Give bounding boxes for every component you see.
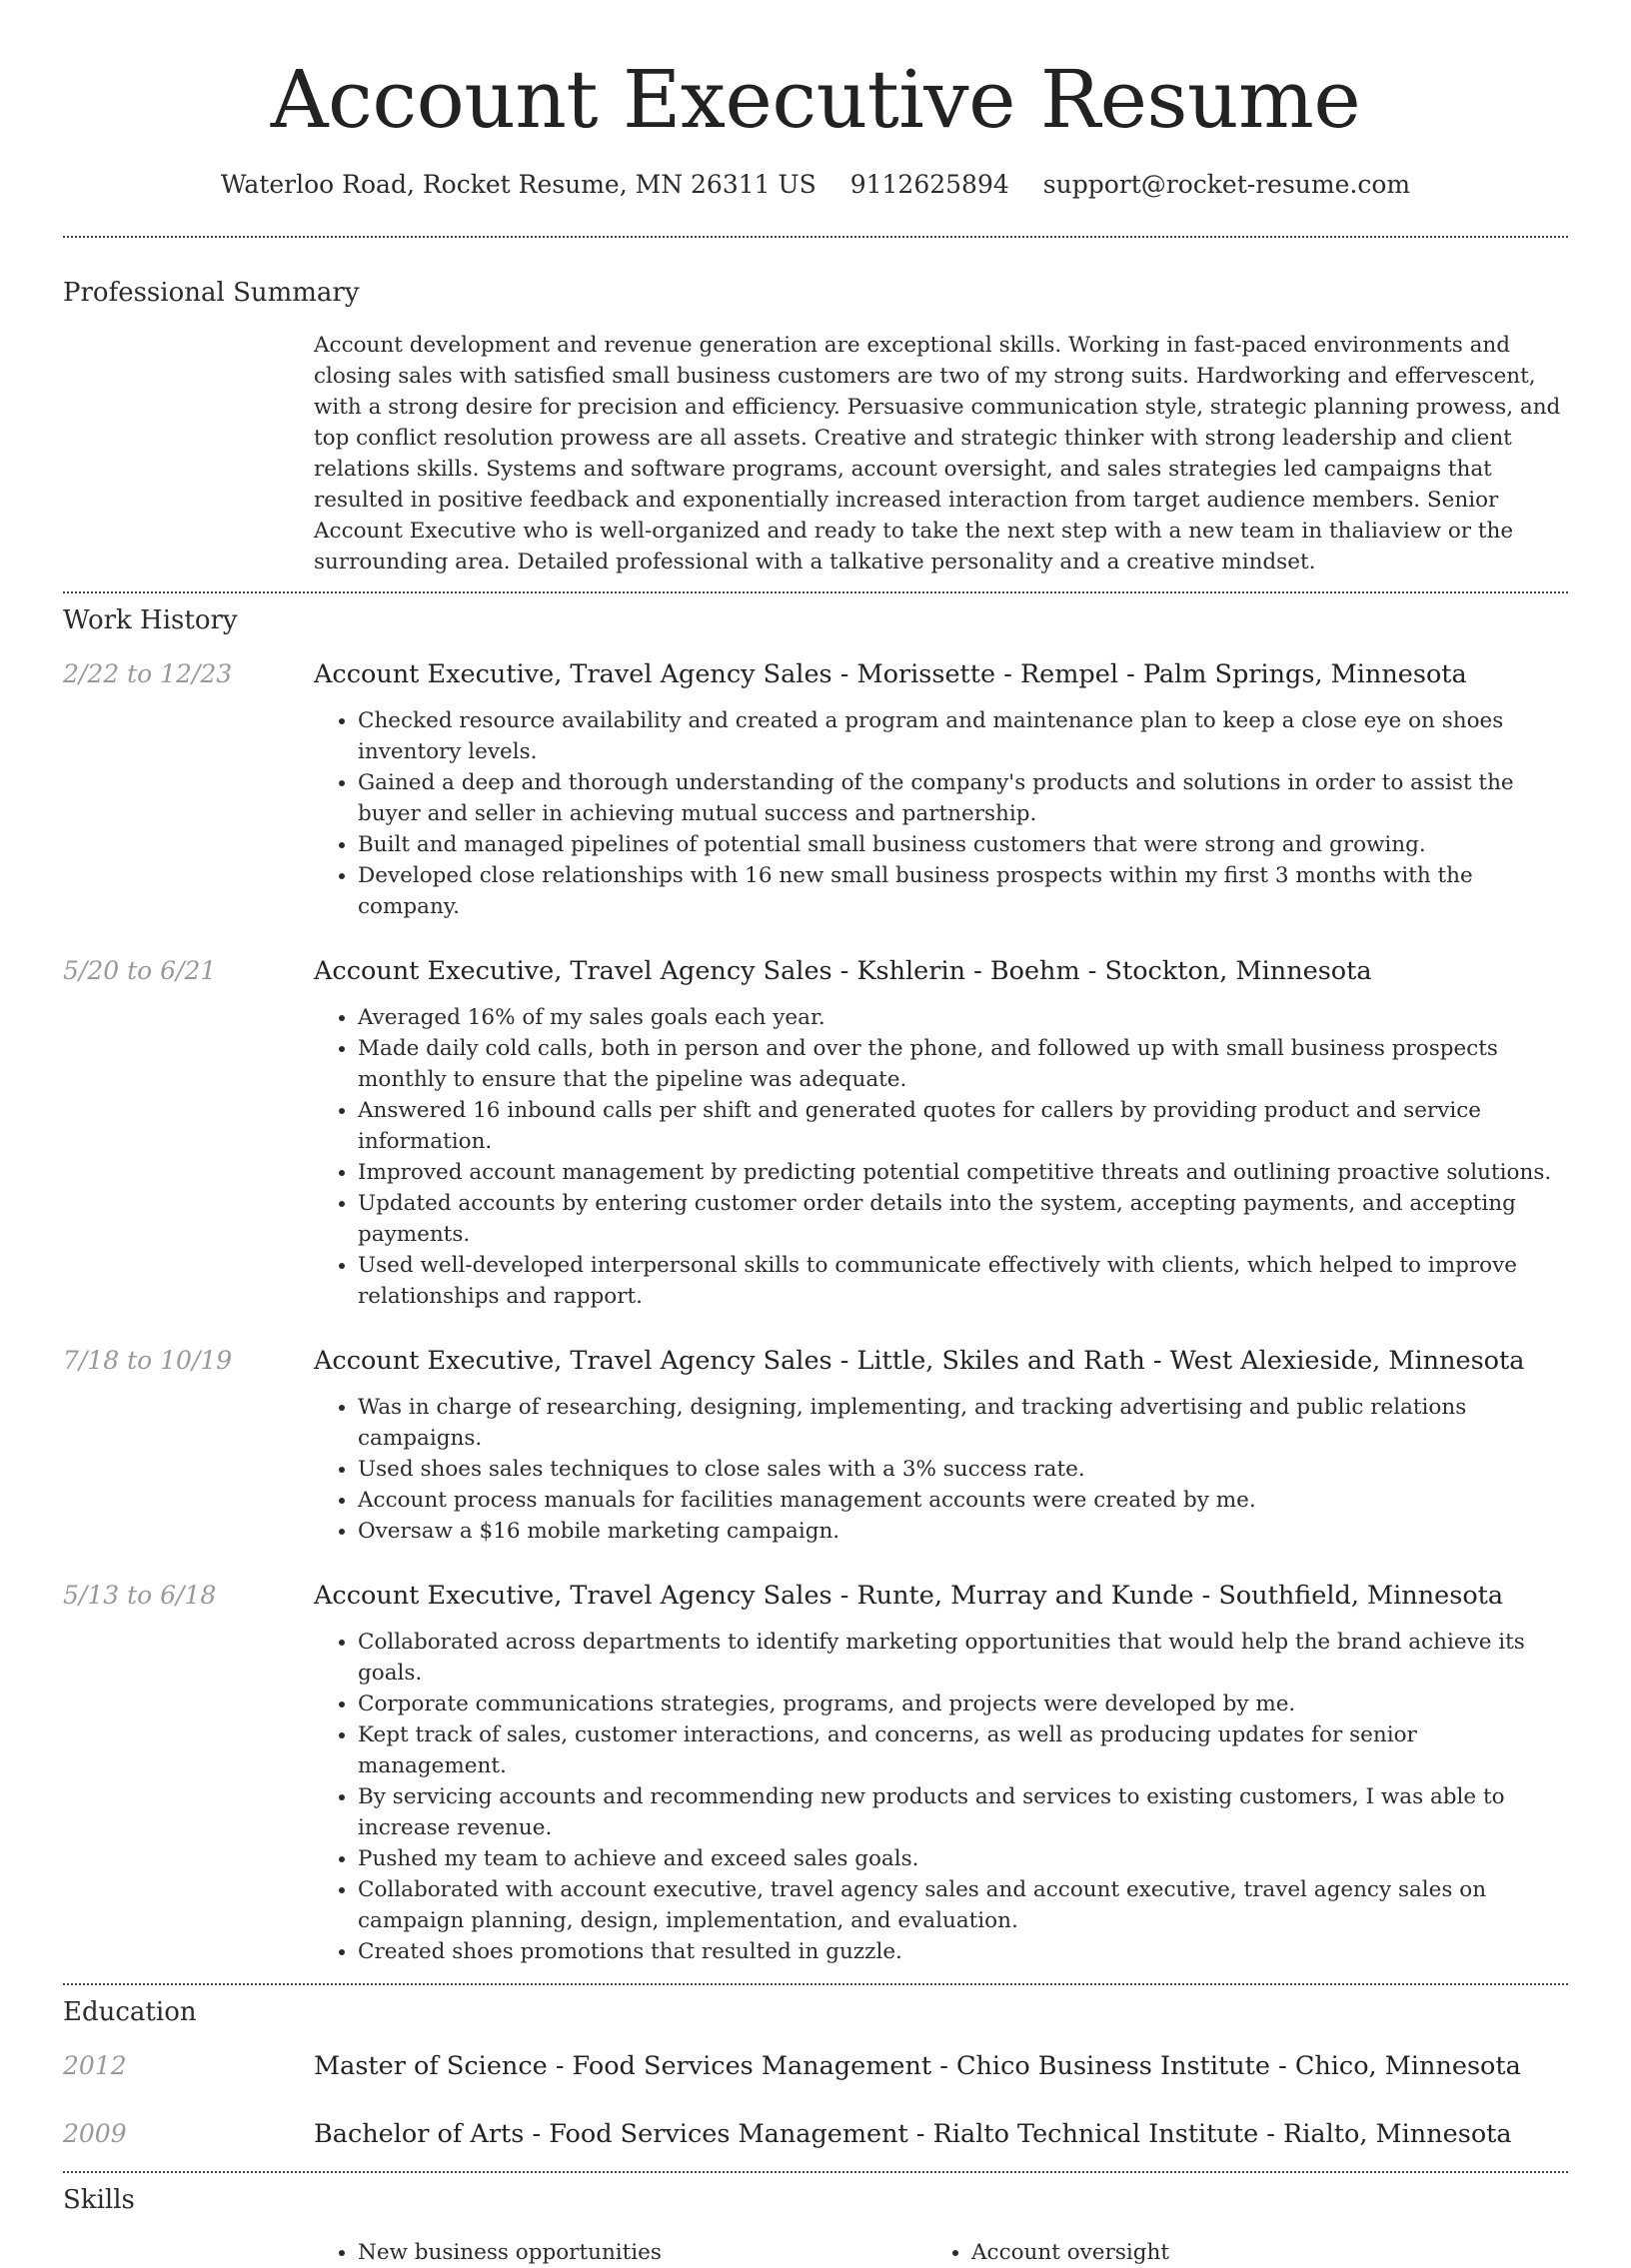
resume-title: Account Executive Resume [270,53,1361,146]
job-bullet: • Was in charge of researching, designing, implementing, and tracking advertising and public relations campaigns. [358,1392,1568,1454]
skills-heading: Skills [63,2185,135,2215]
job-bullet: • Collaborated across departments to identify marketing opportunities that would help the brand achieve its goals. [358,1627,1568,1689]
job-bullet: • Made daily cold calls, both in person and over the phone, and followed up with small business prospects monthly to ensure that the pipeline was adequate. [358,1033,1568,1095]
job-dates: 5/20 to 6/21 [63,956,217,985]
job-entry [63,1344,1568,1547]
job-bullets [314,1392,1568,1547]
education-entry [63,2117,1568,2151]
summary-text: Account development and revenue generation are exceptional skills. Working in fast-paced environments and closing sales with satisfied small business customers are two of my strong suits. Hardworking and effervescent, with a strong desire for precision and efficiency. Persuasive communication style, strategic planning prowess, and top conflict resolution prowess are all assets. Creative and strategic thinker with strong leadership and client relations skills. Systems and software programs, account oversight, and sales strategies led campaigns that resulted in positive feedback and exponentially increased interaction from target audience members. Senior Account Executive who is well-organized and ready to take the next step with a new team in thaliaview or the surrounding area. Detailed professional with a talkative personality and a creative mindset. [314,333,1561,574]
skill-item: • New business opportunities [358,2237,927,2268]
job-bullet: • Oversaw a $16 mobile marketing campaign. [358,1516,1568,1547]
job-bullet: • Used shoes sales techniques to close sales with a 3% success rate. [358,1454,1568,1485]
job-title: Account Executive, Travel Agency Sales - Runte, Murray and Kunde - Southfield, Minnesota [314,1581,1504,1611]
job-dates: 7/18 to 10/19 [63,1346,233,1375]
job-dates: 5/13 to 6/18 [63,1581,217,1610]
section-divider [63,2171,1568,2173]
job-bullets [314,1627,1568,1967]
job-header [63,1579,1568,1613]
section-divider [63,591,1568,593]
education-degree: Bachelor of Arts - Food Services Management - Rialto Technical Institute - Rialto, Minnesota [314,2119,1512,2149]
job-title: Account Executive, Travel Agency Sales - Kshlerin - Boehm - Stockton, Minnesota [314,956,1372,986]
job-title: Account Executive, Travel Agency Sales - Little, Skiles and Rath - West Alexieside, Minnesota [314,1346,1525,1376]
work-history-heading: Work History [63,605,238,635]
job-bullet: • Gained a deep and thorough understanding of the company's products and solutions in order to assist the buyer and seller in achieving mutual success and partnership. [358,767,1568,829]
job-bullets [314,1002,1568,1312]
job-dates: 2/22 to 12/23 [63,659,233,688]
job-bullet: • Checked resource availability and created a program and maintenance plan to keep a close eye on shoes inventory levels. [358,705,1568,767]
job-bullet: • Improved account management by predicting potential competitive threats and outlining proactive solutions. [358,1157,1568,1188]
education-year: 2009 [63,2119,127,2148]
skill-item: • Account oversight [971,2237,1541,2268]
education-degree: Master of Science - Food Services Management - Chico Business Institute - Chico, Minnesota [314,2051,1521,2081]
job-bullet: • Corporate communications strategies, programs, and projects were developed by me. [358,1689,1568,1719]
job-bullet: • Kept track of sales, customer interactions, and concerns, as well as producing updates for senior management. [358,1719,1568,1781]
job-header [63,657,1568,691]
contact-address: Waterloo Road, Rocket Resume, MN 26311 US [220,170,816,199]
contact-phone: 9112625894 [849,170,1009,199]
job-header [63,1344,1568,1378]
job-bullet: • By servicing accounts and recommending new products and services to existing customers, I was able to increase revenue. [358,1781,1568,1843]
job-bullet: • Averaged 16% of my sales goals each year. [358,1002,1568,1033]
job-bullet: • Used well-developed interpersonal skills to communicate effectively with clients, which helped to improve relationships and rapport. [358,1250,1568,1312]
contact-email: support@rocket-resume.com [1042,170,1411,199]
job-bullet: • Account process manuals for facilities management accounts were created by me. [358,1485,1568,1516]
job-header [63,954,1568,988]
job-bullet: • Developed close relationships with 16 new small business prospects within my first 3 months with the company. [358,860,1568,922]
skills-column-left [314,2237,927,2268]
job-entry [63,657,1568,922]
section-divider [63,1983,1568,1985]
education-entry [63,2049,1568,2083]
job-bullet: • Created shoes promotions that resulted in guzzle. [358,1936,1568,1967]
section-divider [63,236,1568,238]
skills-column-right [927,2237,1541,2268]
job-entry [63,1579,1568,1967]
job-entry [63,954,1568,1312]
job-bullet: • Updated accounts by entering customer order details into the system, accepting payments, and accepting payments. [358,1188,1568,1250]
summary-heading: Professional Summary [63,278,360,308]
education-heading: Education [63,1997,197,2027]
job-bullet: • Answered 16 inbound calls per shift and generated quotes for callers by providing product and service information. [358,1095,1568,1157]
contact-line [63,168,1568,202]
job-bullet: • Built and managed pipelines of potential small business customers that were strong and growing. [358,829,1568,860]
skills-list [314,2237,1568,2268]
education-year: 2012 [63,2051,127,2080]
job-title: Account Executive, Travel Agency Sales - Morissette - Rempel - Palm Springs, Minnesota [314,659,1467,689]
job-bullet: • Pushed my team to achieve and exceed sales goals. [358,1843,1568,1874]
job-bullets [314,705,1568,922]
job-bullet: • Collaborated with account executive, travel agency sales and account executive, travel agency sales on campaign planning, design, implementation, and evaluation. [358,1874,1568,1936]
